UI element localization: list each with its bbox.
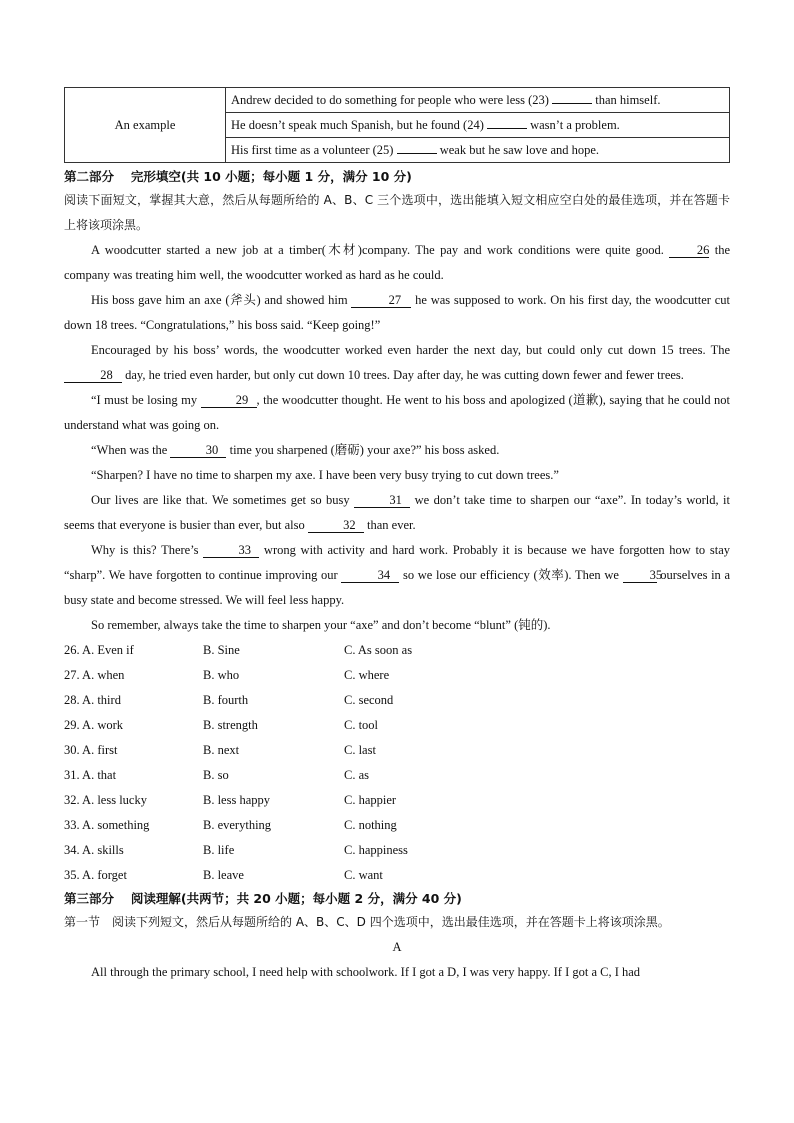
option-row xyxy=(64,863,730,888)
option-c[interactable]: C. last xyxy=(344,743,376,757)
part3-section1-instructions: 第一节 阅读下列短文，然后从每题所给的 A、B、C、D 四个选项中，选出最佳选项，并在答题卡上将该项涂黑。 xyxy=(64,915,670,929)
worksheet-page xyxy=(64,87,730,985)
option-row xyxy=(64,763,730,788)
example-label: An example xyxy=(65,88,226,163)
option-c[interactable]: C. as xyxy=(344,768,369,782)
blank-30[interactable]: 30 xyxy=(170,443,226,458)
option-c[interactable]: C. want xyxy=(344,868,383,882)
blank-27[interactable]: 27 xyxy=(351,293,411,308)
paragraph: So remember, always take the time to sharpen your “axe” and don’t become “blunt” (钝的). xyxy=(91,618,551,632)
blank-29[interactable]: 29 xyxy=(201,393,257,408)
part2-heading: 第二部分 完形填空(共 10 小题；每小题 1 分，满分 10 分) xyxy=(64,169,412,184)
row-text: Andrew decided to do something for people who were less (23) xyxy=(231,93,549,107)
blank-33[interactable]: 33 xyxy=(203,543,259,558)
option-b[interactable]: B. so xyxy=(203,768,229,782)
option-a[interactable]: 33. A. something xyxy=(64,818,150,832)
paragraph: Our lives are like that. We sometimes get so busy 31 we don’t take time to sharpen our “axe”. In today’s world, it seems that everyone is busier than ever, but also 32 than ever. xyxy=(64,493,731,532)
option-b[interactable]: B. Sine xyxy=(203,643,240,657)
part3-heading: 第三部分 阅读理解(共两节；共 20 小题；每小题 2 分，满分 40 分) xyxy=(64,891,462,906)
option-row xyxy=(64,838,730,863)
option-b[interactable]: B. fourth xyxy=(203,693,249,707)
option-a[interactable]: 35. A. forget xyxy=(64,868,127,882)
row-text: weak but he saw love and hope. xyxy=(439,143,600,157)
option-b[interactable]: B. strength xyxy=(203,718,258,732)
options-list xyxy=(64,638,730,888)
row-text: wasn’t a problem. xyxy=(530,118,620,132)
option-row xyxy=(64,788,730,813)
answer-blank[interactable] xyxy=(487,128,527,129)
option-b[interactable]: B. life xyxy=(203,843,235,857)
option-row xyxy=(64,663,730,688)
option-b[interactable]: B. who xyxy=(203,668,240,682)
option-a[interactable]: 31. A. that xyxy=(64,768,117,782)
paragraph: Why is this? There’s 33 wrong with activity and hard work. Probably it is because we have forgotten how to stay “sharp”. We have forgotten to continue improving our 34 so we lose our efficiency (效率). Then we 35 ourselves in a busy state and become stressed. We will feel less happy. xyxy=(64,543,731,607)
option-a[interactable]: 30. A. first xyxy=(64,743,118,757)
row-text: than himself. xyxy=(595,93,661,107)
blank-34[interactable]: 34 xyxy=(341,568,399,583)
part2-instructions: 阅读下面短文，掌握其大意，然后从每题所给的 A、B、C 三个选项中，选出能填入短文相应空白处的最佳选项，并在答题卡上将该项涂黑。 xyxy=(64,193,730,232)
blank-28[interactable]: 28 xyxy=(64,368,122,383)
passage-label: A xyxy=(392,940,402,954)
option-b[interactable]: B. next xyxy=(203,743,240,757)
option-b[interactable]: B. leave xyxy=(203,868,244,882)
option-row xyxy=(64,738,730,763)
option-c[interactable]: C. second xyxy=(344,693,394,707)
option-a[interactable]: 27. A. when xyxy=(64,668,125,682)
paragraph: “Sharpen? I have no time to sharpen my axe. I have been very busy trying to cut down trees.” xyxy=(91,468,559,482)
example-row xyxy=(226,138,730,163)
option-a[interactable]: 34. A. skills xyxy=(64,843,124,857)
option-row xyxy=(64,688,730,713)
example-row xyxy=(226,113,730,138)
option-a[interactable]: 28. A. third xyxy=(64,693,121,707)
option-c[interactable]: C. where xyxy=(344,668,390,682)
row-text: His first time as a volunteer (25) xyxy=(231,143,394,157)
option-a[interactable]: 29. A. work xyxy=(64,718,124,732)
option-row xyxy=(64,813,730,838)
example-table xyxy=(64,87,730,163)
option-c[interactable]: C. tool xyxy=(344,718,379,732)
paragraph: His boss gave him an axe (斧头) and showed him 27 he was supposed to work. On his first day, the woodcutter cut down 18 trees. “Congratulations,” his boss said. “Keep going!” xyxy=(64,293,730,332)
paragraph: “I must be losing my 29 , the woodcutter thought. He went to his boss and apologized (道歉), saying that he could not understand what was going on. xyxy=(64,393,731,432)
paragraph: A woodcutter started a new job at a timber(木材)company. The pay and work conditions were quite good. 26 the company was treating him well, the woodcutter worked as hard as he could. xyxy=(64,243,731,282)
paragraph: “When was the 30 time you sharpened (磨砺) your axe?” his boss asked. xyxy=(91,443,500,457)
option-b[interactable]: B. less happy xyxy=(203,793,271,807)
option-row xyxy=(64,713,730,738)
blank-35[interactable]: 35 xyxy=(623,568,657,583)
answer-blank[interactable] xyxy=(552,103,592,104)
passage-text: All through the primary school, I need help with schoolwork. If I got a D, I was very happy. If I got a C, I had xyxy=(91,965,641,979)
paragraph: Encouraged by his boss’ words, the woodcutter worked even harder the next day, but could only cut down 15 trees. The 28 day, he tried even harder, but only cut down 10 trees. Day after day, he was cutting down fewer and fewer trees. xyxy=(64,338,730,388)
blank-26[interactable]: 26 xyxy=(669,243,709,258)
blank-32[interactable]: 32 xyxy=(308,518,364,533)
option-b[interactable]: B. everything xyxy=(203,818,272,832)
example-row xyxy=(226,88,730,113)
option-a[interactable]: 32. A. less lucky xyxy=(64,793,147,807)
option-c[interactable]: C. happiness xyxy=(344,843,408,857)
answer-blank[interactable] xyxy=(397,153,437,154)
blank-31[interactable]: 31 xyxy=(354,493,410,508)
option-c[interactable]: C. nothing xyxy=(344,818,397,832)
option-row xyxy=(64,638,730,663)
row-text: He doesn’t speak much Spanish, but he found (24) xyxy=(231,118,484,132)
option-a[interactable]: 26. A. Even if xyxy=(64,643,134,657)
option-c[interactable]: C. happier xyxy=(344,793,397,807)
option-c[interactable]: C. As soon as xyxy=(344,643,413,657)
